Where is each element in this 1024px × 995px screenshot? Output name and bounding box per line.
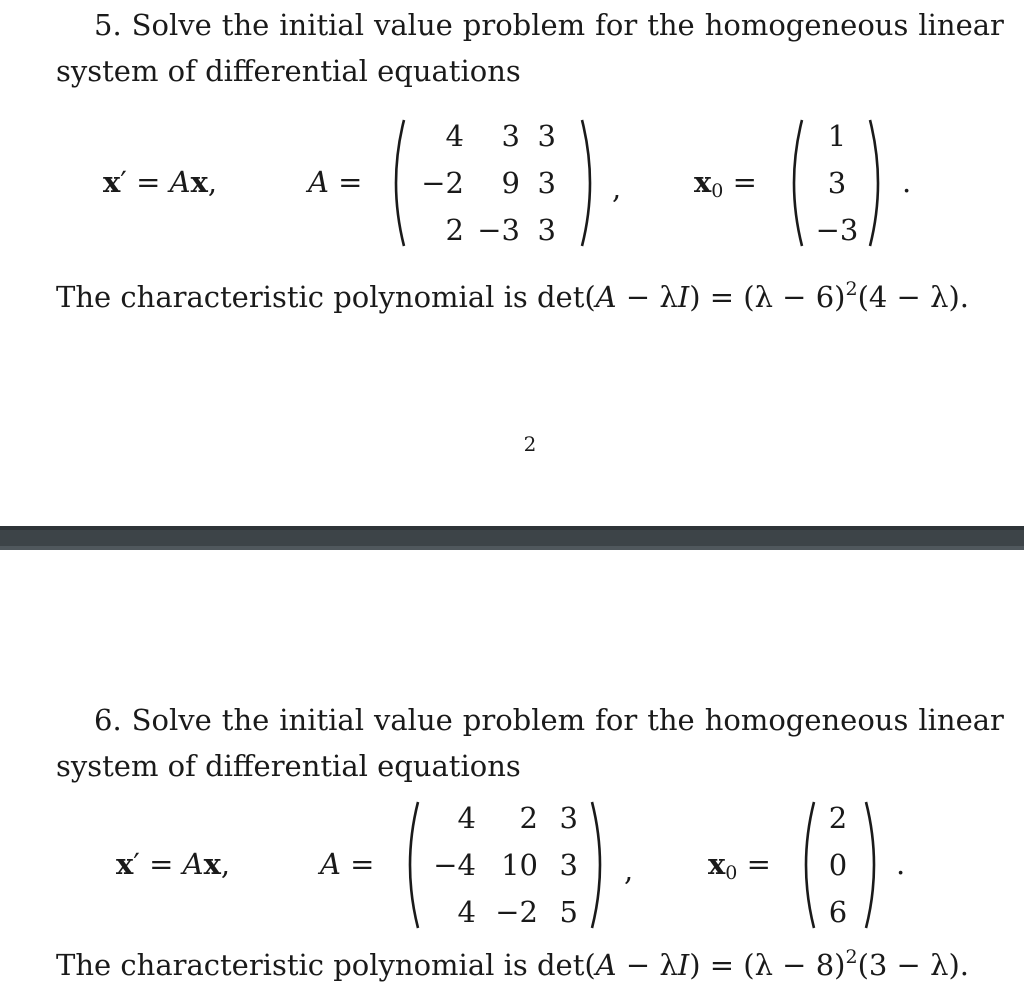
- statement-word: value: [374, 8, 453, 42]
- statement-word: the: [221, 703, 270, 737]
- statement-word: for: [595, 703, 638, 737]
- vector-entry: −3: [815, 213, 859, 247]
- page-separator: [0, 526, 1024, 550]
- right-paren-icon: [590, 800, 610, 930]
- page-number: 2: [523, 432, 537, 456]
- initial-vector: [818, 801, 858, 929]
- statement-word: the: [647, 703, 695, 737]
- matrix-entry: 3: [537, 166, 556, 200]
- matrix-entry: −4: [433, 848, 476, 882]
- statement-word: the: [221, 8, 270, 42]
- separator-shade: [0, 526, 1024, 530]
- statement-word: linear: [918, 8, 1004, 42]
- matrix-entry: 2: [445, 213, 464, 247]
- problem-6-statement-line2: system of differential equations: [56, 749, 521, 783]
- statement-word: value: [374, 703, 453, 737]
- problem-5-characteristic-polynomial: The characteristic polynomial is $\det(A - \lambda I) = (\lambda - 6)^2(4 - \lambda)$.: [56, 278, 969, 314]
- matrix-entry: 3: [501, 119, 520, 153]
- matrix-label: A =: [320, 847, 375, 881]
- right-paren-icon: [864, 800, 884, 930]
- statement-word: homogeneous: [704, 703, 909, 737]
- statement-word: Solve: [131, 8, 212, 42]
- initial-vector: [812, 119, 862, 247]
- statement-word: linear: [918, 703, 1004, 737]
- statement-word: for: [595, 8, 638, 42]
- matrix-entry: 3: [559, 848, 578, 882]
- vector-entry: 1: [827, 119, 847, 153]
- matrix-entry: 4: [457, 895, 476, 929]
- initial-vector-label: $x_0$ =: [694, 165, 757, 202]
- statement-word: homogeneous: [704, 8, 909, 42]
- problem-number: 6.: [94, 703, 122, 737]
- coefficient-matrix: [418, 119, 556, 247]
- coefficient-matrix: [432, 801, 578, 929]
- problem-number: 5.: [94, 8, 122, 42]
- period: .: [896, 847, 906, 881]
- left-paren-icon: [400, 800, 420, 930]
- statement-word: the: [647, 8, 695, 42]
- comma: ,: [612, 171, 622, 205]
- period: .: [902, 165, 912, 199]
- problem-6-statement-line1: [94, 703, 1004, 737]
- matrix-entry: 10: [501, 848, 538, 882]
- statement-word: problem: [462, 703, 586, 737]
- matrix-label: A =: [308, 165, 363, 199]
- matrix-entry: 2: [519, 801, 538, 835]
- left-paren-icon: [784, 118, 804, 248]
- document-page-bottom: [0, 550, 1024, 995]
- initial-vector-label: $x_0$ =: [708, 847, 771, 884]
- matrix-entry: 3: [537, 119, 556, 153]
- problem-5-statement-line2: system of differential equations: [56, 54, 521, 88]
- vector-entry: 0: [828, 848, 848, 882]
- statement-word: Solve: [131, 703, 212, 737]
- left-paren-icon: [386, 118, 406, 248]
- problem-5-equation: [0, 118, 1024, 248]
- matrix-entry: 9: [501, 166, 520, 200]
- matrix-entry: 4: [445, 119, 464, 153]
- problem-6-equation: [0, 800, 1024, 930]
- system-equation: x′ = Ax,: [116, 847, 231, 881]
- matrix-entry: −3: [477, 213, 520, 247]
- vector-entry: 6: [828, 895, 848, 929]
- matrix-entry: 4: [457, 801, 476, 835]
- right-paren-icon: [580, 118, 600, 248]
- problem-6-characteristic-polynomial: The characteristic polynomial is $\det(A - \lambda I) = (\lambda - 8)^2(3 - \lambda)$.: [56, 946, 969, 982]
- matrix-entry: 3: [559, 801, 578, 835]
- matrix-entry: −2: [421, 166, 464, 200]
- matrix-entry: 5: [559, 895, 578, 929]
- matrix-entry: 3: [537, 213, 556, 247]
- matrix-entry: −2: [495, 895, 538, 929]
- problem-5-statement-line1: [94, 8, 1004, 42]
- statement-word: initial: [279, 703, 365, 737]
- system-equation: x′ = Ax,: [103, 165, 218, 199]
- vector-entry: 3: [827, 166, 847, 200]
- comma: ,: [624, 853, 634, 887]
- right-paren-icon: [868, 118, 888, 248]
- statement-word: problem: [462, 8, 586, 42]
- left-paren-icon: [796, 800, 816, 930]
- vector-entry: 2: [828, 801, 848, 835]
- statement-word: initial: [279, 8, 365, 42]
